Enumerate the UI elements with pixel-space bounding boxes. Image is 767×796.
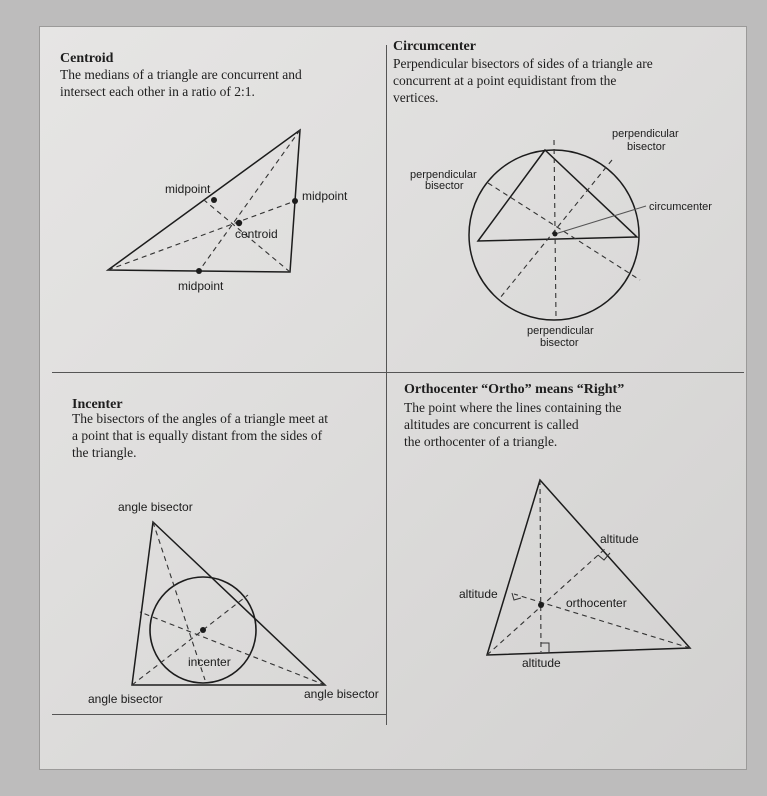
circumcenter-diagram (410, 128, 712, 349)
label-perp-bottom-1: perpendicular (527, 325, 594, 337)
label-midpoint-right: midpoint (302, 189, 348, 203)
midpoint-dot (196, 268, 202, 274)
centroid-title: Centroid (60, 51, 114, 66)
incenter-description: The bisectors of the angles of a triangle meet at a point that is equally distant from the sides of the triangle. (72, 411, 329, 460)
label-perp-left-1: perpendicular (410, 169, 477, 181)
label-angle-bisector-left: angle bisector (88, 692, 163, 706)
right-angle-mark (512, 593, 521, 600)
midpoint-dot (211, 197, 217, 203)
perpendicular-bisector (554, 140, 556, 318)
label-altitude-right: altitude (600, 532, 639, 546)
label-perp-top-1: perpendicular (612, 128, 679, 140)
label-perp-top-2: bisector (627, 141, 666, 153)
incenter-dot (200, 627, 206, 633)
orthocenter-dot (538, 602, 544, 608)
label-incenter: incenter (188, 655, 231, 669)
label-angle-bisector-right: angle bisector (304, 687, 379, 701)
diagrams-layer (40, 27, 746, 769)
circumcenter-description: Perpendicular bisectors of sides of a triangle are concurrent at a point equidistant from the vertices. (393, 56, 653, 105)
label-angle-bisector-top: angle bisector (118, 500, 193, 514)
centroid-triangle (108, 130, 300, 272)
label-perp-left-2: bisector (425, 180, 464, 192)
altitude-line (540, 480, 541, 652)
label-altitude-bottom: altitude (522, 656, 561, 670)
circumcenter-dot (553, 232, 558, 237)
label-perp-bottom-2: bisector (540, 337, 579, 349)
orthocenter-title: Orthocenter “Ortho” means “Right” (404, 382, 625, 397)
angle-bisector-line (132, 595, 248, 685)
right-angle-mark (541, 643, 549, 652)
label-centroid: centroid (235, 227, 278, 241)
label-circumcenter: circumcenter (649, 201, 712, 213)
incenter-title: Incenter (72, 397, 123, 412)
orthocenter-description: The point where the lines containing the altitudes are concurrent is called the orthocenter of a triangle. (404, 400, 622, 449)
label-midpoint-bottom: midpoint (178, 279, 224, 293)
circumcenter-pointer (555, 206, 646, 234)
circumcenter-title: Circumcenter (393, 39, 476, 54)
midpoint-dot (292, 198, 298, 204)
worksheet (40, 27, 746, 769)
orthocenter-diagram (459, 480, 690, 670)
label-altitude-left: altitude (459, 587, 498, 601)
incenter-diagram (88, 500, 379, 706)
centroid-dot (236, 220, 242, 226)
label-orthocenter: orthocenter (566, 596, 627, 610)
label-midpoint-left: midpoint (165, 182, 211, 196)
centroid-description: The medians of a triangle are concurrent and intersect each other in a ratio of 2:1. (60, 67, 302, 99)
orthocenter-triangle (487, 480, 690, 655)
centroid-diagram (108, 130, 348, 293)
